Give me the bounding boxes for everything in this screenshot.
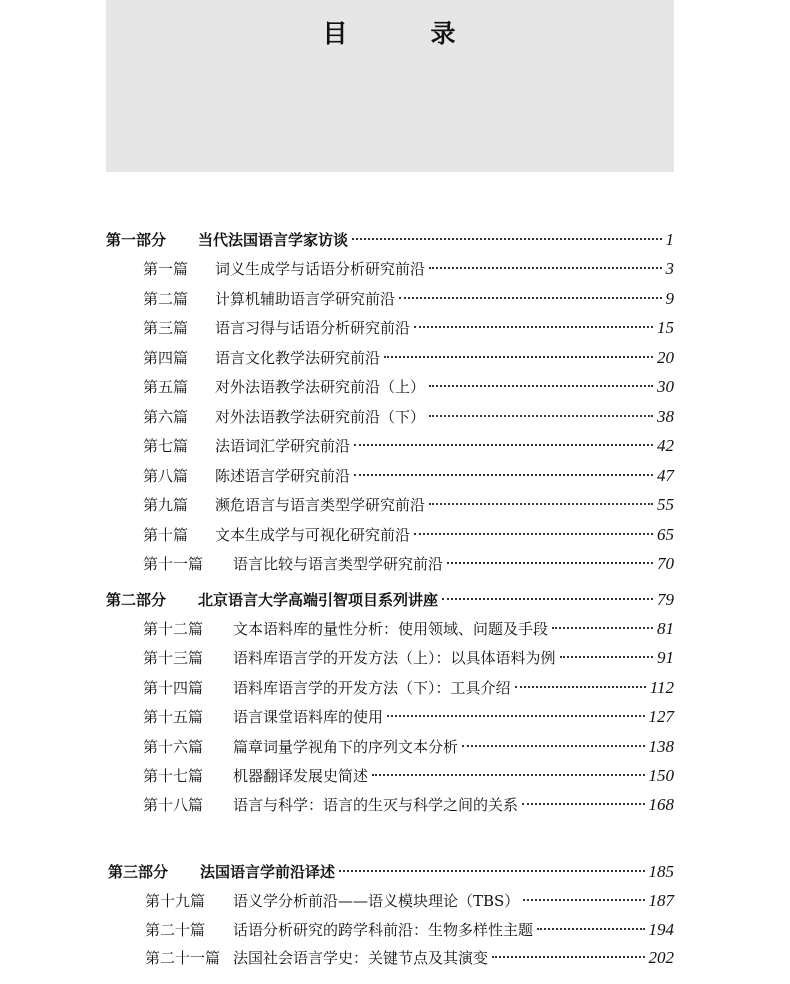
chapter-title: 语言文化教学法研究前沿	[215, 349, 381, 367]
toc-part-1[interactable]	[106, 228, 674, 252]
toc-chapter-9[interactable]	[143, 493, 674, 517]
page-number: 150	[648, 766, 674, 785]
page-number: 91	[657, 648, 674, 667]
toc-chapter-1[interactable]	[143, 257, 674, 281]
dot-leader	[429, 503, 653, 505]
dot-leader	[339, 870, 644, 872]
page-number: 30	[657, 377, 674, 396]
toc-chapter-8[interactable]	[143, 464, 674, 488]
page-title: 目 录	[322, 19, 458, 48]
chapter-label: 第十七篇	[143, 767, 204, 785]
chapter-label: 第八篇	[143, 467, 189, 485]
toc-chapter-17[interactable]	[143, 764, 674, 788]
toc-chapter-13[interactable]	[143, 646, 674, 670]
toc-chapter-19[interactable]	[145, 889, 674, 913]
chapter-title: 机器翻译发展史简述	[233, 767, 369, 785]
chapter-label: 第一篇	[143, 260, 189, 278]
chapter-title: 对外法语教学法研究前沿（下）	[215, 408, 426, 426]
chapter-title: 语料库语言学的开发方法（下）：工具介绍	[233, 679, 511, 697]
chapter-title: 语言与科学：语言的生灭与科学之间的关系	[233, 796, 519, 814]
dot-leader	[414, 326, 653, 328]
dot-leader	[387, 715, 644, 717]
toc-chapter-11[interactable]	[143, 552, 674, 576]
chapter-title: 语言课堂语料库的使用	[233, 708, 384, 726]
chapter-title: 语言习得与话语分析研究前沿	[215, 319, 411, 337]
page-number: 1	[665, 230, 674, 249]
chapter-title: 语义学分析前沿——语义模块理论（TBS）	[233, 892, 520, 910]
chapter-label: 第十五篇	[143, 708, 204, 726]
chapter-title: 计算机辅助语言学研究前沿	[215, 290, 396, 308]
toc-chapter-12[interactable]	[143, 617, 674, 641]
dot-leader	[429, 385, 653, 387]
dot-leader	[537, 928, 644, 930]
toc-chapter-2[interactable]	[143, 287, 674, 311]
toc-chapter-20[interactable]	[145, 918, 674, 942]
dot-leader	[429, 415, 653, 417]
page-number: 187	[648, 891, 674, 910]
chapter-label: 第七篇	[143, 437, 189, 455]
page-number: 9	[665, 289, 674, 308]
chapter-title: 对外法语教学法研究前沿（上）	[215, 378, 426, 396]
part-title: 北京语言大学高端引智项目系列讲座	[198, 591, 439, 609]
page-number: 15	[657, 318, 674, 337]
page-number: 185	[648, 862, 674, 881]
page-number: 202	[648, 948, 674, 967]
toc-chapter-18[interactable]	[143, 793, 674, 817]
chapter-label: 第六篇	[143, 408, 189, 426]
chapter-label: 第九篇	[143, 496, 189, 514]
dot-leader	[515, 686, 646, 688]
toc-part-2[interactable]	[106, 588, 674, 612]
page-number: 55	[657, 495, 674, 514]
dot-leader	[352, 238, 661, 240]
chapter-label: 第四篇	[143, 349, 189, 367]
page-number: 81	[657, 619, 674, 638]
page-number: 42	[657, 436, 674, 455]
toc-chapter-3[interactable]	[143, 316, 674, 340]
chapter-title: 话语分析研究的跨学科前沿：生物多样性主题	[233, 921, 534, 939]
dot-leader	[414, 533, 653, 535]
dot-leader	[399, 297, 661, 299]
chapter-label: 第十篇	[143, 526, 189, 544]
chapter-title: 文本生成学与可视化研究前沿	[215, 526, 411, 544]
dot-leader	[384, 356, 653, 358]
chapter-label: 第二篇	[143, 290, 189, 308]
page-number: 168	[648, 795, 674, 814]
toc-chapter-14[interactable]	[143, 676, 674, 700]
toc-chapter-15[interactable]	[143, 705, 674, 729]
part-label: 第一部分	[106, 231, 167, 249]
page-number: 65	[657, 525, 674, 544]
part-title: 法国语言学前沿译述	[200, 863, 336, 881]
part-label: 第三部分	[108, 863, 169, 881]
chapter-title: 濒危语言与语言类型学研究前沿	[215, 496, 426, 514]
dot-leader	[442, 598, 653, 600]
chapter-label: 第二十一篇	[145, 949, 221, 967]
chapter-label: 第十六篇	[143, 738, 204, 756]
page-number: 79	[657, 590, 674, 609]
toc-chapter-16[interactable]	[143, 735, 674, 759]
chapter-title: 篇章词量学视角下的序列文本分析	[233, 738, 459, 756]
page-number: 194	[648, 920, 674, 939]
part-label: 第二部分	[106, 591, 167, 609]
dot-leader	[354, 444, 653, 446]
page-number: 70	[657, 554, 674, 573]
chapter-label: 第十九篇	[145, 892, 206, 910]
page-number: 138	[648, 737, 674, 756]
dot-leader	[522, 803, 644, 805]
page-number: 112	[649, 678, 674, 697]
toc-chapter-4[interactable]	[143, 346, 674, 370]
toc-chapter-21[interactable]	[145, 946, 674, 970]
page-number: 3	[665, 259, 674, 278]
chapter-title: 语料库语言学的开发方法（上）：以具体语料为例	[233, 649, 556, 667]
toc-chapter-7[interactable]	[143, 434, 674, 458]
chapter-label: 第五篇	[143, 378, 189, 396]
chapter-title: 词义生成学与话语分析研究前沿	[215, 260, 426, 278]
dot-leader	[560, 656, 653, 658]
page-number: 20	[657, 348, 674, 367]
dot-leader	[462, 745, 644, 747]
toc-chapter-6[interactable]	[143, 405, 674, 429]
chapter-label: 第二十篇	[145, 921, 206, 939]
chapter-label: 第十三篇	[143, 649, 204, 667]
chapter-label: 第十二篇	[143, 620, 204, 638]
dot-leader	[372, 774, 644, 776]
part-title: 当代法国语言学家访谈	[198, 231, 349, 249]
chapter-title: 陈述语言学研究前沿	[215, 467, 351, 485]
chapter-label: 第十四篇	[143, 679, 204, 697]
chapter-label: 第十八篇	[143, 796, 204, 814]
chapter-title: 语言比较与语言类型学研究前沿	[233, 555, 444, 573]
toc-part-3[interactable]	[108, 860, 674, 884]
dot-leader	[523, 899, 644, 901]
page-number: 47	[657, 466, 674, 485]
dot-leader	[447, 562, 653, 564]
toc-chapter-5[interactable]	[143, 375, 674, 399]
page-number: 127	[648, 707, 674, 726]
dot-leader	[492, 956, 644, 958]
dot-leader	[354, 474, 653, 476]
toc-chapter-10[interactable]	[143, 523, 674, 547]
dot-leader	[429, 267, 661, 269]
chapter-label: 第十一篇	[143, 555, 204, 573]
chapter-label: 第三篇	[143, 319, 189, 337]
chapter-title: 法语词汇学研究前沿	[215, 437, 351, 455]
chapter-title: 文本语料库的量性分析：使用领域、问题及手段	[233, 620, 549, 638]
dot-leader	[552, 627, 653, 629]
chapter-title: 法国社会语言学史：关键节点及其演变	[233, 949, 489, 967]
page-number: 38	[657, 407, 674, 426]
